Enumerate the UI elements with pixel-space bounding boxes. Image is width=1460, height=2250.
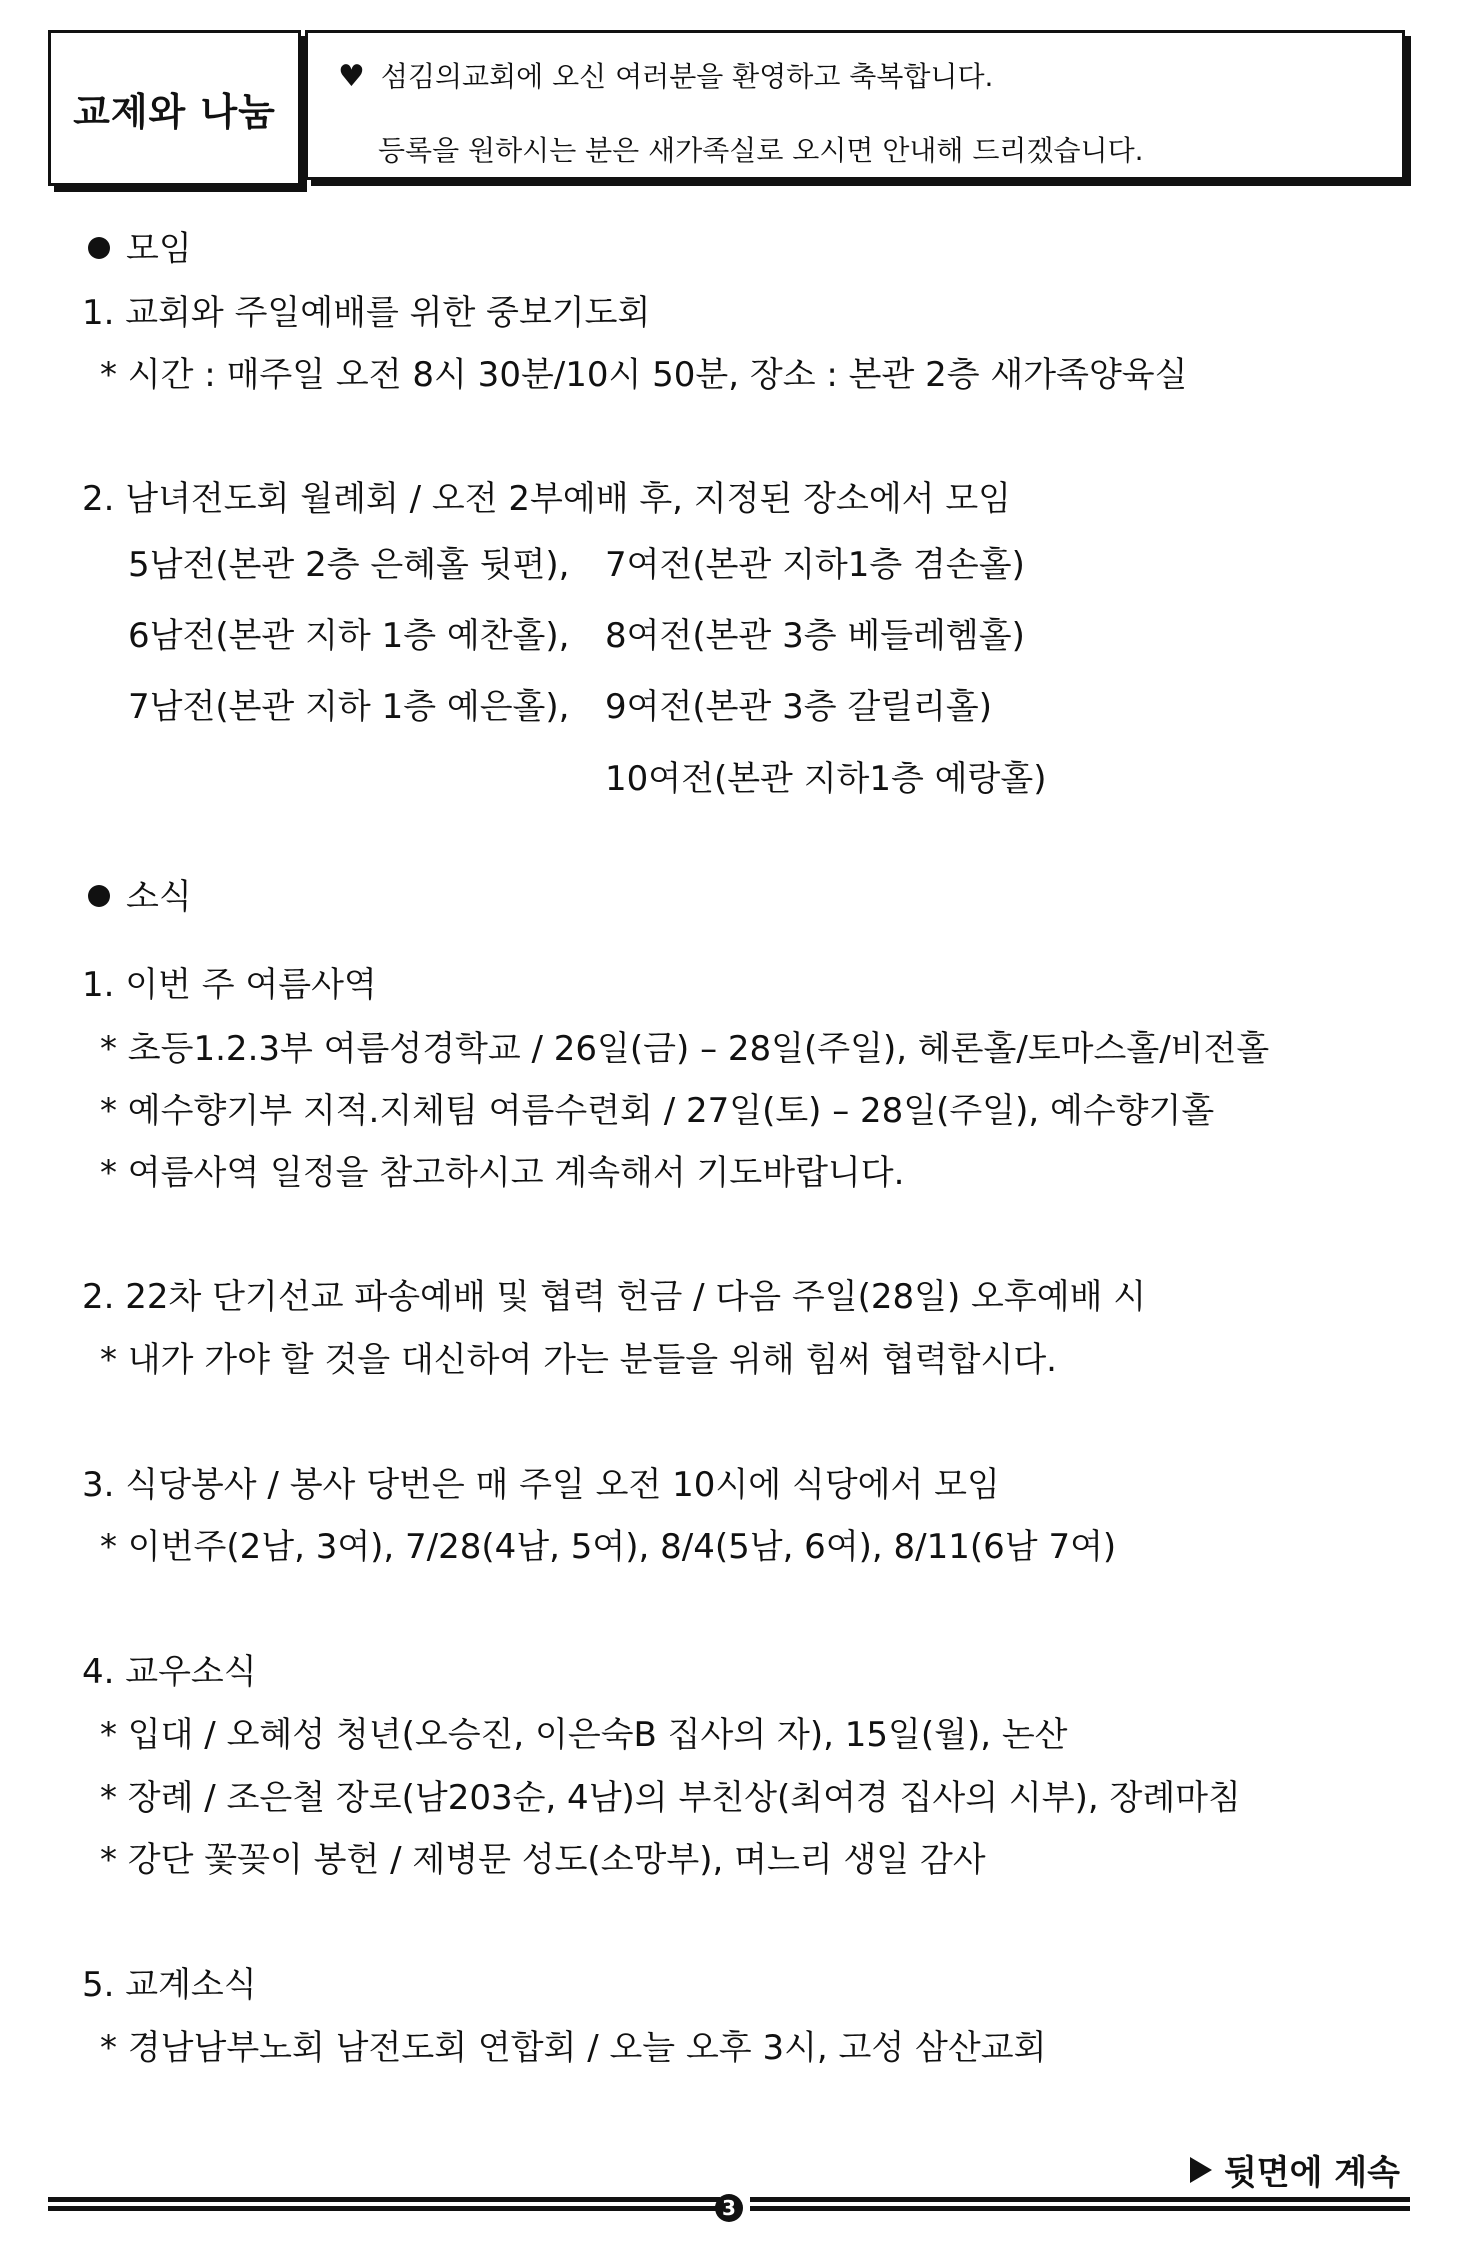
news-item-4-detail-2: * 장례 / 조은철 장로(남203순, 4남)의 부친상(최여경 집사의 시부), 장례마침: [100, 1778, 1241, 1818]
news-item-3-detail-1: * 이번주(2남, 3여), 7/28(4남, 5여), 8/4(5남, 6여), 8/11(6남 7여): [100, 1527, 1117, 1567]
news-item-2-detail-1: * 내가 가야 할 것을 대신하여 가는 분들을 위해 힘써 협력합시다.: [100, 1340, 1057, 1380]
news-item-5-detail-1: * 경남남부노회 남전도회 연합회 / 오늘 오후 3시, 고성 삼산교회: [100, 2028, 1047, 2068]
news-item-4-detail-3: * 강단 꽃꽂이 봉헌 / 제병문 성도(소망부), 며느리 생일 감사: [100, 1840, 986, 1880]
men-group-2: 6남전(본관 지하 1층 예찬홀),: [128, 616, 570, 656]
news-item-5-title: 5. 교계소식: [82, 1965, 257, 2005]
meeting-item-1-detail: * 시간 : 매주일 오전 8시 30분/10시 50분, 장소 : 본관 2층 새가족양육실: [100, 355, 1188, 395]
news-item-1-title: 1. 이번 주 여름사역: [82, 965, 377, 1005]
footer-rule-right: [750, 2197, 1410, 2215]
women-group-3: 9여전(본관 3층 갈릴리홀): [605, 687, 993, 727]
women-group-1: 7여전(본관 지하1층 겸손홀): [605, 545, 1025, 585]
news-item-4-title: 4. 교우소식: [82, 1652, 257, 1692]
women-group-2: 8여전(본관 3층 베들레헴홀): [605, 616, 1025, 656]
heart-icon: ♥: [338, 59, 365, 94]
news-item-3-title: 3. 식당봉사 / 봉사 당번은 매 주일 오전 10시에 식당에서 모임: [82, 1465, 1000, 1505]
notice-line-1: [338, 57, 1402, 97]
meeting-item-1-title: 1. 교회와 주일예배를 위한 중보기도회: [82, 293, 651, 333]
men-group-3: 7남전(본관 지하 1층 예은홀),: [128, 687, 570, 727]
footer-rule-left: [48, 2197, 720, 2215]
news-item-2-title: 2. 22차 단기선교 파송예배 및 협력 헌금 / 다음 주일(28일) 오후예배 시: [82, 1277, 1147, 1317]
page-number-badge: 3: [715, 2194, 743, 2222]
news-item-4-detail-1: * 입대 / 오혜성 청년(오승진, 이은숙B 집사의 자), 15일(월), 논산: [100, 1715, 1068, 1755]
continue-on-back-label: 뒷면에 계속: [1190, 2145, 1400, 2194]
women-group-4: 10여전(본관 지하1층 예랑홀): [605, 759, 1047, 799]
news-heading: 소식: [88, 880, 192, 914]
bullet-icon: [88, 237, 110, 259]
notice-text-1: 섬김의교회에 오신 여러분을 환영하고 축복합니다.: [380, 60, 994, 93]
page-title: 교제와 나눔: [73, 89, 276, 134]
news-item-1-detail-2: * 예수향기부 지적.지체팀 여름수련회 / 27일(토) – 28일(주일), 예수향기홀: [100, 1091, 1215, 1131]
news-item-1-detail-3: * 여름사역 일정을 참고하시고 계속해서 기도바랍니다.: [100, 1153, 905, 1193]
news-item-1-detail-1: * 초등1.2.3부 여름성경학교 / 26일(금) – 28일(주일), 헤론홀/토마스홀/비전홀: [100, 1029, 1270, 1069]
meetings-heading: 모임: [88, 232, 192, 266]
play-triangle-icon: [1190, 2157, 1212, 2183]
header-title-box: [48, 30, 301, 186]
bullet-icon: [88, 885, 110, 907]
notice-line-2: 등록을 원하시는 분은 새가족실로 오시면 안내해 드리겠습니다.: [378, 134, 1144, 167]
welcome-notice-box: [305, 30, 1405, 180]
men-group-1: 5남전(본관 2층 은혜홀 뒷편),: [128, 545, 570, 585]
meeting-item-2-title: 2. 남녀전도회 월례회 / 오전 2부예배 후, 지정된 장소에서 모임: [82, 479, 1012, 519]
